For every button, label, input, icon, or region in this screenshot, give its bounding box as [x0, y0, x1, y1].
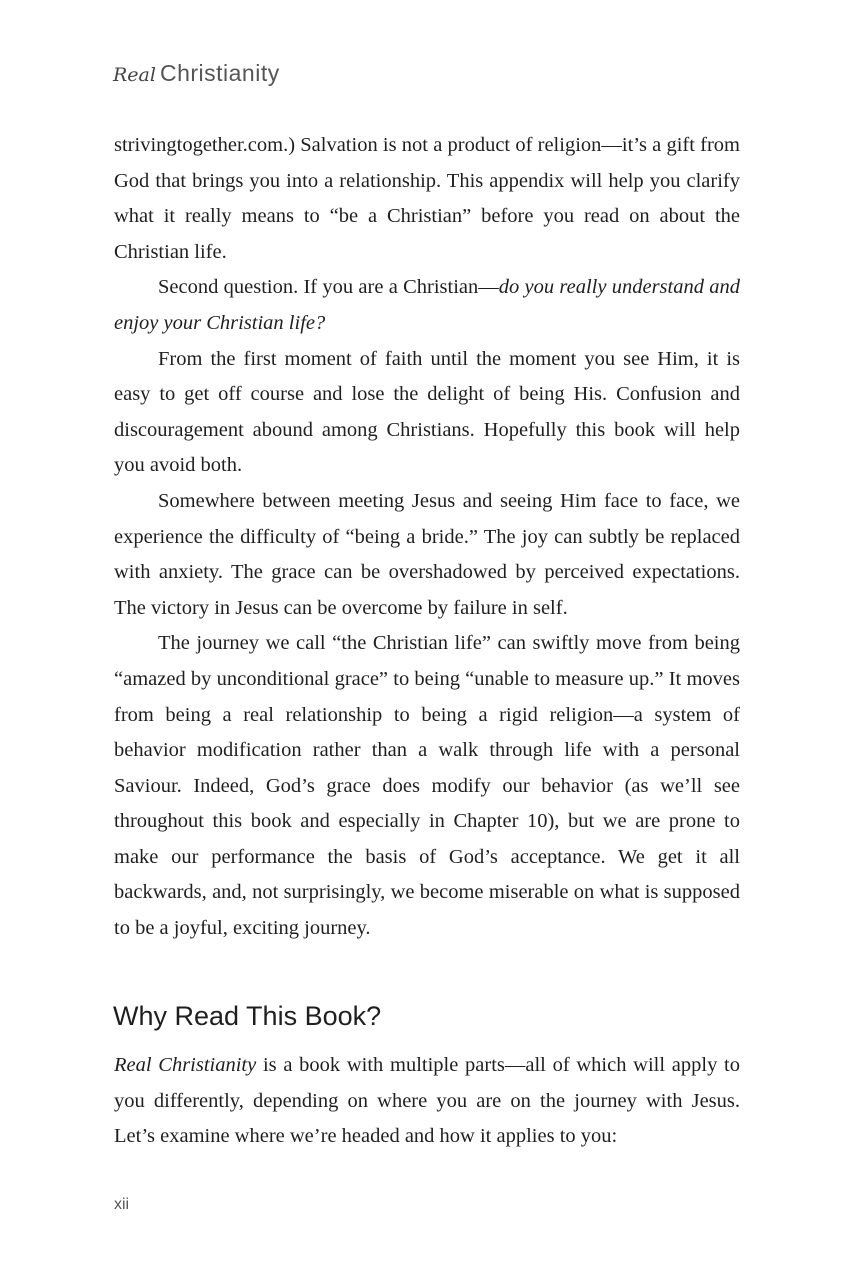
section-heading: Why Read This Book?	[113, 1001, 382, 1031]
text-run: From the first moment of faith until the moment you see Him, it is easy to get off course and lose the delight of being His. Confusion and discouragement abound among Christians. Hopefully this book will help you avoid both.	[114, 347, 740, 477]
running-head-title: Christianity	[159, 60, 280, 86]
running-head	[113, 60, 280, 87]
paragraph	[114, 270, 740, 341]
text-run: The journey we call “the Christian life” can swiftly move from being “amazed by unconditional grace” to being “unable to measure up.” It moves from being a real relationship to being a rigid religion—a system of behavior modification rather than a walk through life with a personal Saviour. Indeed, God’s grace does modify our behavior (as we’ll see throughout this book and especially in Chapter 10), but we are prone to make our performance the basis of God’s acceptance. We get it all backwards, and, not surprisingly, we become miserable on what is supposed to be a joyful, exciting journey.	[114, 632, 740, 940]
running-head-script: Real	[113, 64, 156, 86]
paragraph	[114, 1048, 740, 1155]
page-number: xii	[114, 1196, 130, 1213]
italic-run: do you really understand and enjoy your Christian life?	[114, 276, 741, 334]
italic-run: Real Christianity	[114, 1054, 257, 1076]
paragraph-continuation	[114, 128, 740, 270]
text-run: Second question. If you are a Christian—	[158, 276, 499, 299]
paragraph	[114, 342, 740, 484]
text-run: Somewhere between meeting Jesus and seeing Him face to face, we experience the difficulty of “being a bride.” The joy can subtly be replaced with anxiety. The grace can be overshadowed by perceived expectations. The victory in Jesus can be overcome by failure in self.	[114, 489, 740, 619]
body-text	[114, 128, 740, 947]
text-run: strivingtogether.com.) Salvation is not a product of religion—it’s a gift from God that brings you into a relationship. This appendix will help you clarify what it really means to “be a Christian” before you read on about the Christian life.	[114, 134, 740, 263]
text-run: is a book with multiple parts—all of which will apply to you differently, depending on where you are on the journey with Jesus. Let’s examine where we’re headed and how it applies to you:	[114, 1054, 740, 1148]
paragraph	[114, 484, 740, 626]
section-body-text	[114, 1048, 740, 1155]
paragraph	[114, 626, 740, 946]
